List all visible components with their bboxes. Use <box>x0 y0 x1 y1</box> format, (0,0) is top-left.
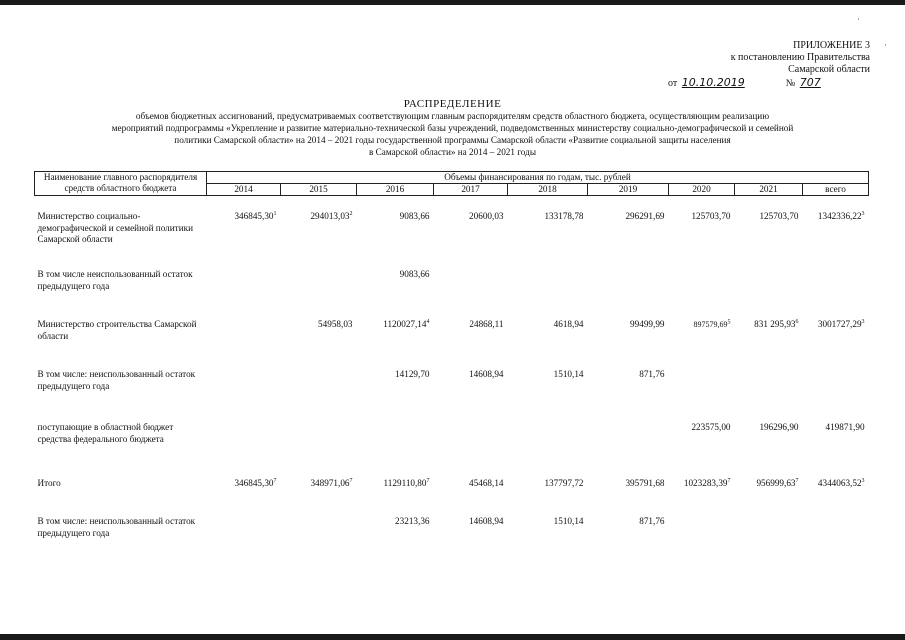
value-cell <box>588 269 669 319</box>
row-label: Итого <box>37 478 61 488</box>
cell-value: 897579,69 <box>693 320 728 329</box>
value-cell <box>434 269 508 319</box>
value-cell <box>508 369 588 422</box>
date-prefix: от <box>668 78 678 89</box>
value-cell <box>669 319 735 369</box>
document-title: РАСПРЕДЕЛЕНИЕ <box>403 98 502 110</box>
value-cell <box>508 478 588 516</box>
cell-value: 871,76 <box>639 369 665 379</box>
row-label: В том числе: неиспользованный остаток предыдущего года <box>37 516 196 538</box>
value-cell <box>207 319 281 369</box>
cell-value: 1129110,80 <box>383 478 427 488</box>
row-label: В том числе неиспользованный остаток предыдущего года <box>37 269 193 291</box>
footnote-marker: 3 <box>861 318 865 325</box>
year-column-header: 2020 <box>669 184 735 196</box>
year-column-header: 2016 <box>357 184 434 196</box>
row-label: В том числе: неиспользованный остаток предыдущего года <box>37 369 196 391</box>
value-cell <box>669 269 735 319</box>
name-column-header: Наименование главного распорядителя средств областного бюджета <box>35 172 207 196</box>
cell-value: 1510,14 <box>553 369 584 379</box>
footnote-marker: 6 <box>795 318 799 325</box>
footnote-marker: 7 <box>349 477 353 484</box>
value-cell <box>434 478 508 516</box>
cell-value: 296291,69 <box>625 211 665 221</box>
appendix-line: Самарской области <box>788 64 870 75</box>
table-row <box>35 478 869 516</box>
heading-line: в Самарской области» на 2014 – 2021 годы <box>369 147 536 157</box>
value-cell <box>588 516 669 560</box>
table-row <box>35 196 869 270</box>
value-cell <box>357 319 434 369</box>
value-cell <box>357 369 434 422</box>
heading-line: мероприятий подпрограммы «Укрепление и развитие материально-технической базы учреждений, подведомственных министерству социально-демографической и семейной <box>111 123 794 133</box>
value-cell <box>669 196 735 270</box>
value-cell <box>281 196 357 270</box>
year-column-header: всего <box>803 184 869 196</box>
scan-bottom-border <box>0 634 905 640</box>
cell-value: 956999,63 <box>756 478 796 488</box>
value-cell <box>803 478 869 516</box>
value-cell <box>207 478 281 516</box>
table-row <box>35 269 869 319</box>
cell-value: 1023283,39 <box>683 478 728 488</box>
value-cell <box>508 196 588 270</box>
cell-value: 196296,90 <box>759 422 799 432</box>
cell-value: 99499,99 <box>630 319 665 329</box>
cell-value: 831 295,93 <box>754 319 796 329</box>
cell-value: 1120027,14 <box>383 319 427 329</box>
heading-line: объемов бюджетных ассигнований, предусматриваемых соответствующим главным распорядителям средств областного бюджета, осуществляющим реализацию <box>135 111 770 121</box>
cell-value: 125703,70 <box>691 211 731 221</box>
value-cell <box>207 516 281 560</box>
value-cell <box>207 422 281 478</box>
value-cell <box>803 269 869 319</box>
year-column-header: 2017 <box>434 184 508 196</box>
cell-value: 14129,70 <box>395 369 430 379</box>
row-label: Министерство социально-демографической и семейной политики Самарской области <box>37 211 193 244</box>
cell-value: 4344063,52 <box>817 478 862 488</box>
value-cell <box>207 269 281 319</box>
year-column-header: 2021 <box>735 184 803 196</box>
value-cell <box>434 196 508 270</box>
cell-value: 20600,03 <box>469 211 504 221</box>
table-row <box>35 369 869 422</box>
cell-value: 346845,30 <box>234 478 274 488</box>
cell-value: 3001727,29 <box>817 319 862 329</box>
value-cell <box>735 422 803 478</box>
cell-value: 137797,72 <box>544 478 584 488</box>
value-cell <box>669 478 735 516</box>
cell-value: 223575,00 <box>691 422 731 432</box>
appendix-block <box>620 40 870 76</box>
number-prefix: № <box>785 78 796 89</box>
handwritten-date: 10.10.2019 <box>681 76 745 89</box>
value-cell <box>357 478 434 516</box>
value-cell <box>357 269 434 319</box>
value-cell <box>735 516 803 560</box>
cell-value: 294013,03 <box>310 211 350 221</box>
value-cell <box>508 516 588 560</box>
cell-value: 14608,94 <box>469 516 504 526</box>
value-cell <box>434 319 508 369</box>
footnote-marker: 1 <box>273 210 277 217</box>
value-cell <box>434 516 508 560</box>
value-cell <box>588 196 669 270</box>
value-cell <box>207 196 281 270</box>
value-cell <box>735 269 803 319</box>
value-cell <box>357 422 434 478</box>
value-cell <box>508 269 588 319</box>
cell-value: 9083,66 <box>399 211 430 221</box>
cell-value: 348971,06 <box>310 478 350 488</box>
value-cell <box>669 516 735 560</box>
heading-line: политики Самарской области» на 2014 – 2021 годы государственной программы Самарской области «Развитие социальной защиты населения <box>174 135 731 145</box>
cell-value: 133178,78 <box>544 211 584 221</box>
document-heading <box>30 98 875 158</box>
footnote-marker: 3 <box>861 210 865 217</box>
row-label: поступающие в областной бюджет средства федерального бюджета <box>37 422 174 444</box>
table-row <box>35 516 869 560</box>
cell-value: 14608,94 <box>469 369 504 379</box>
cell-value: 1510,14 <box>553 516 584 526</box>
cell-value: 395791,68 <box>625 478 665 488</box>
table-row <box>35 422 869 478</box>
value-cell <box>803 422 869 478</box>
footnote-marker: 7 <box>273 477 277 484</box>
value-cell <box>588 422 669 478</box>
appendix-title: ПРИЛОЖЕНИЕ 3 <box>793 40 870 51</box>
value-cell <box>281 319 357 369</box>
cell-value: 125703,70 <box>759 211 799 221</box>
footnote-marker: 7 <box>426 477 430 484</box>
cell-value: 1342336,22 <box>817 211 862 221</box>
value-cell <box>281 369 357 422</box>
cell-value: 4618,94 <box>553 319 584 329</box>
value-cell <box>803 516 869 560</box>
cell-value: 9083,66 <box>399 269 430 279</box>
cell-value: 871,76 <box>639 516 665 526</box>
value-cell <box>735 319 803 369</box>
value-cell <box>588 319 669 369</box>
handwritten-number: 707 <box>799 76 821 89</box>
value-cell <box>735 196 803 270</box>
value-cell <box>803 196 869 270</box>
year-column-header: 2019 <box>588 184 669 196</box>
value-cell <box>281 422 357 478</box>
cell-value: 24868,11 <box>469 319 504 329</box>
table-row <box>35 319 869 369</box>
value-cell <box>508 319 588 369</box>
year-column-header: 2015 <box>281 184 357 196</box>
funding-group-header: Объемы финансирования по годам, тыс. рублей <box>207 172 869 184</box>
value-cell <box>207 369 281 422</box>
footnote-marker: 5 <box>727 319 731 326</box>
value-cell <box>735 478 803 516</box>
scan-top-border <box>0 0 905 5</box>
appendix-date-number <box>668 76 823 89</box>
value-cell <box>669 422 735 478</box>
cell-value: 23213,36 <box>395 516 430 526</box>
scan-speck: · <box>857 14 860 24</box>
value-cell <box>669 369 735 422</box>
value-cell <box>434 422 508 478</box>
footnote-marker: 7 <box>727 477 731 484</box>
cell-value: 54958,03 <box>318 319 353 329</box>
scan-speck: · <box>884 40 887 50</box>
value-cell <box>357 196 434 270</box>
row-label: Министерство строительства Самарской области <box>37 319 197 341</box>
value-cell <box>735 369 803 422</box>
value-cell <box>357 516 434 560</box>
footnote-marker: 7 <box>795 477 799 484</box>
footnote-marker: 2 <box>349 210 353 217</box>
value-cell <box>281 269 357 319</box>
budget-table <box>34 171 869 560</box>
value-cell <box>281 478 357 516</box>
value-cell <box>508 422 588 478</box>
value-cell <box>588 369 669 422</box>
cell-value: 45468,14 <box>469 478 504 488</box>
year-column-header: 2018 <box>508 184 588 196</box>
value-cell <box>803 319 869 369</box>
year-column-header: 2014 <box>207 184 281 196</box>
footnote-marker: 4 <box>426 318 430 325</box>
value-cell <box>281 516 357 560</box>
footnote-marker: 3 <box>861 477 865 484</box>
appendix-line: к постановлению Правительства <box>730 52 870 63</box>
value-cell <box>588 478 669 516</box>
cell-value: 346845,30 <box>234 211 274 221</box>
value-cell <box>803 369 869 422</box>
cell-value: 419871,90 <box>825 422 865 432</box>
value-cell <box>434 369 508 422</box>
